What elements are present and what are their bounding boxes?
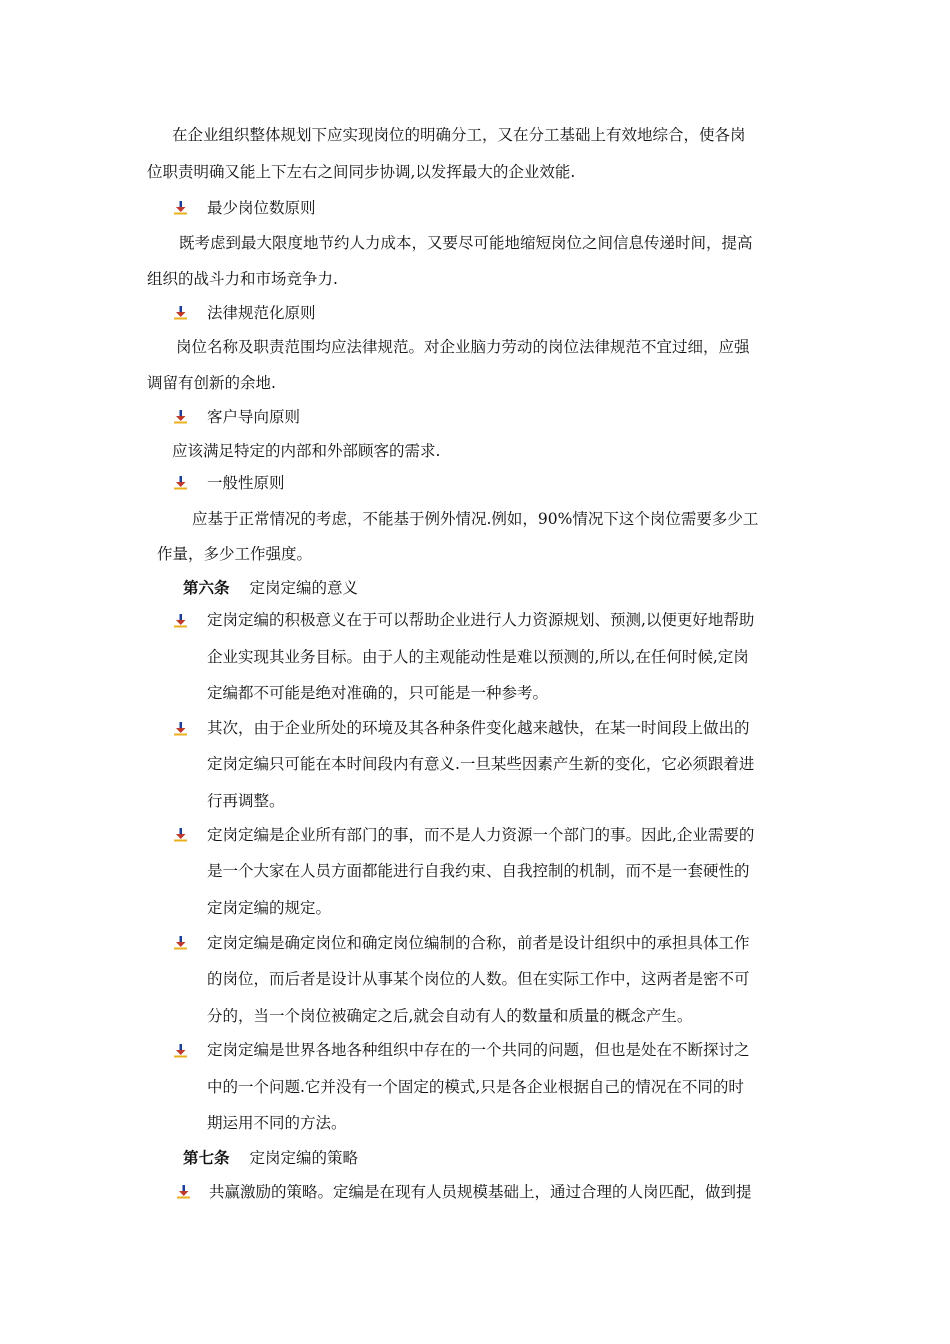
article-6-item-4-line-1: 定岗定编是确定岗位和确定岗位编制的合称，前者是设计组织中的承担具体工作 bbox=[207, 934, 750, 952]
article-6-item-2-line-1: 其次，由于企业所处的环境及其各种条件变化越来越快，在某一时间段上做出的 bbox=[207, 719, 750, 737]
down-arrow-bullet-icon bbox=[173, 1044, 189, 1058]
article-6-item-2-line-3: 行再调整。 bbox=[207, 792, 285, 810]
down-arrow-bullet-icon bbox=[173, 936, 189, 950]
principle-body-1-line-1: 既考虑到最大限度地节约人力成本，又要尽可能地缩短岗位之间信息传递时间，提高 bbox=[179, 234, 753, 252]
principle-body-4-line-2: 作量，多少工作强度。 bbox=[157, 545, 313, 563]
article-6-item-5-line-1: 定岗定编是世界各地各种组织中存在的一个共同的问题，但也是处在不断探讨之 bbox=[207, 1041, 750, 1059]
article-7-heading bbox=[183, 1147, 358, 1169]
principle-title-2: 法律规范化原则 bbox=[207, 304, 316, 322]
article-7-number: 第七条 bbox=[183, 1148, 230, 1167]
principle-body-4-line-1: 应基于正常情况的考虑，不能基于例外情况.例如，90%情况下这个岗位需要多少工 bbox=[192, 510, 759, 528]
down-arrow-bullet-icon bbox=[173, 722, 189, 736]
intro-line-1: 在企业组织整体规划下应实现岗位的明确分工，又在分工基础上有效地综合，使各岗 bbox=[172, 126, 746, 144]
article-6-item-3-line-2: 是一个大家在人员方面都能进行自我约束、自我控制的机制，而不是一套硬性的 bbox=[207, 862, 750, 880]
down-arrow-bullet-icon bbox=[173, 476, 189, 490]
article-6-item-1-line-1: 定岗定编的积极意义在于可以帮助企业进行人力资源规划、预测,以便更好地帮助 bbox=[207, 611, 755, 629]
intro-line-2: 位职责明确又能上下左右之间同步协调,以发挥最大的企业效能. bbox=[147, 163, 576, 181]
article-6-title: 定岗定编的意义 bbox=[249, 579, 359, 597]
article-6-item-1-line-3: 定编都不可能是绝对准确的，只可能是一种参考。 bbox=[207, 684, 549, 702]
article-6-number: 第六条 bbox=[183, 578, 230, 597]
principle-title-1: 最少岗位数原则 bbox=[207, 199, 316, 217]
principle-body-2-line-2: 调留有创新的余地. bbox=[147, 374, 276, 392]
article-6-item-3-line-3: 定岗定编的规定。 bbox=[207, 899, 332, 917]
down-arrow-bullet-icon bbox=[173, 306, 189, 320]
principle-body-3-line-1: 应该满足特定的内部和外部顾客的需求. bbox=[172, 442, 441, 460]
article-6-item-5-line-2: 中的一个问题.它并没有一个固定的模式,只是各企业根据自己的情况在不同的时 bbox=[207, 1078, 744, 1096]
article-6-item-3-line-1: 定岗定编是企业所有部门的事，而不是人力资源一个部门的事。因此,企业需要的 bbox=[207, 826, 755, 844]
down-arrow-bullet-icon bbox=[173, 410, 189, 424]
down-arrow-bullet-icon bbox=[173, 614, 189, 628]
article-6-item-2-line-2: 定岗定编只可能在本时间段内有意义.一旦某些因素产生新的变化，它必须跟着进 bbox=[207, 755, 755, 773]
down-arrow-bullet-icon bbox=[173, 828, 189, 842]
article-6-item-4-line-2: 的岗位，而后者是设计从事某个岗位的人数。但在实际工作中，这两者是密不可 bbox=[207, 970, 750, 988]
principle-title-3: 客户导向原则 bbox=[207, 408, 301, 426]
article-7-title: 定岗定编的策略 bbox=[249, 1149, 359, 1167]
down-arrow-bullet-icon bbox=[173, 201, 189, 215]
article-6-item-5-line-3: 期运用不同的方法。 bbox=[207, 1114, 347, 1132]
principle-body-1-line-2: 组织的战斗力和市场竞争力. bbox=[147, 270, 338, 288]
principle-title-4: 一般性原则 bbox=[207, 474, 285, 492]
principle-body-2-line-1: 岗位名称及职责范围均应法律规范。对企业脑力劳动的岗位法律规范不宜过细，应强 bbox=[176, 338, 750, 356]
article-6-item-4-line-3: 分的，当一个岗位被确定之后,就会自动有人的数量和质量的概念产生。 bbox=[207, 1007, 693, 1025]
article-7-item-1-line-1: 共赢激励的策略。定编是在现有人员规模基础上，通过合理的人岗匹配，做到提 bbox=[209, 1183, 752, 1201]
article-6-heading bbox=[183, 577, 358, 599]
down-arrow-bullet-icon bbox=[176, 1185, 192, 1199]
article-6-item-1-line-2: 企业实现其业务目标。由于人的主观能动性是难以预测的,所以,在任何时候,定岗 bbox=[207, 648, 749, 666]
